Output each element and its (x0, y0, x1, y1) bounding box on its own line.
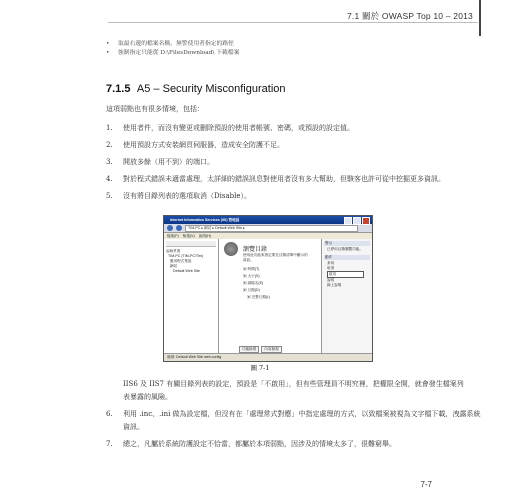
window-titlebar (164, 216, 372, 224)
list-text: 對於程式錯誤未適當處理，太詳細的錯誤訊息對使用者沒有多大幫助，但駭客也許可從中挖掘更多資訊。 (123, 175, 445, 183)
numbered-list (106, 122, 466, 207)
address-bar (164, 224, 372, 233)
tab-feature-view: 功能檢視 (239, 346, 259, 353)
feature-options (243, 266, 270, 301)
list-number: 7. (106, 440, 113, 448)
header-bar (479, 0, 481, 36)
header-rule (108, 22, 478, 23)
close-icon (362, 217, 370, 225)
tree-node: TIM-PC (TIM-PC\Tim) (168, 254, 203, 258)
action-cancel: 取消 (327, 266, 335, 270)
list-item (106, 190, 466, 203)
list-text: 總之，凡屬於系統防護設定不恰當，都屬於本項弱點，因涉及的情境太多了，很難窮舉。 (123, 440, 396, 448)
menu-view: 檢視(V) (182, 234, 195, 238)
forward-icon (176, 225, 182, 231)
view-tabs (239, 346, 282, 353)
iis-screenshot-figure (163, 215, 373, 362)
window-controls (344, 217, 370, 225)
back-icon (167, 225, 173, 231)
list-item (106, 173, 466, 186)
section-number: 7.1.5 (106, 83, 131, 95)
list-item (106, 408, 483, 434)
running-header: 7.1 關於 OWASP Top 10 – 2013 (346, 11, 473, 21)
bullet-item: • 取最右邊的檔案名稱，無警使用者指定的路徑 (106, 40, 239, 49)
maximize-icon (353, 217, 361, 225)
alert-text: 已停用目錄瀏覽功能。 (327, 247, 363, 251)
action-apply: 套用 (327, 261, 335, 265)
list-text: 使用預設方式安裝網頁伺服器，造成安全防護不足。 (123, 141, 284, 149)
directory-browsing-icon (224, 242, 238, 256)
list-text: 開放多餘（用不到）的端口。 (123, 158, 214, 166)
intro-text: 這項弱點也有很多情境，包括： (106, 105, 204, 113)
list-text: 沒有將目錄列表的選項取消（Disable）。 (123, 192, 251, 200)
list-number: 1. (106, 124, 113, 132)
option-checkbox: ▣ 完整日期(L) (247, 295, 270, 299)
section-title: A5 – Security Misconfiguration (136, 83, 286, 95)
actions-pane (321, 239, 372, 354)
bullet-list (106, 40, 239, 57)
list-item (106, 156, 466, 169)
menu-file: 檔案(F) (167, 234, 179, 238)
alerts-header: 警示 (324, 241, 370, 246)
tree-node: 網站 (170, 264, 178, 268)
minimize-icon (344, 217, 352, 225)
option-checkbox: ▣ 大小(S) (243, 274, 260, 278)
feature-title: 瀏覽目錄 (243, 247, 268, 253)
feature-description: 使用此功能來指定要在目錄清單中顯示的資訊。 (243, 253, 308, 262)
bullet-item: • 強制指定只能從 D:\FilesDownload\ 下載檔案 (106, 49, 239, 58)
body-paragraph: IIS6 及 IIS7 有關目錄列表的設定，預設是「不啟用」，但有些管理員不明究裡，把權限全開，就會發生檔案列表暴露的風險。 (123, 380, 464, 401)
page-number: 7-7 (420, 480, 432, 489)
tree-node: Default Web Site (173, 269, 200, 273)
list-number: 2. (106, 141, 113, 149)
section-heading (106, 83, 286, 95)
list-number: 4. (106, 175, 113, 183)
connections-pane (164, 239, 219, 354)
list-number: 3. (106, 158, 113, 166)
list-item (106, 139, 466, 152)
status-bar: 就緒: Default Web Site web.config (164, 353, 372, 361)
tab-content-view: 內容檢視 (261, 346, 281, 353)
list-text: 利用 .inc、.ini 做為設定檔，但沒有在「處理常式對應」中指定處理的方式，以致檔案被視為文字檔下載，洩露系統資訊。 (123, 410, 481, 431)
feature-pane (219, 239, 321, 354)
address-path: TIM-PC ▸ 網站 ▸ Default Web Site ▸ (185, 225, 358, 232)
option-checkbox: ▣ 副檔名(E) (243, 281, 263, 285)
action-enable: 啟用 (327, 271, 364, 278)
connections-toolbar (166, 241, 216, 247)
window-body (164, 239, 372, 354)
tree-node: 應用程式集區 (170, 259, 192, 263)
tree-node: 起始頁面 (166, 249, 181, 253)
list-number: 5. (106, 192, 113, 200)
window-title: Internet Information Services (IIS) 管理員 (170, 218, 240, 222)
list-number: 6. (106, 410, 113, 418)
option-checkbox: ▣ 日期(D) (243, 288, 260, 292)
actions-header: 動作 (324, 255, 370, 260)
figure-caption: 圖 7-1 (250, 364, 270, 372)
action-online-help: 線上說明 (327, 283, 342, 287)
list-text: 使用者件，而沒有變更或刪除預設的使用者帳號、密碼，或預設的設定值。 (123, 124, 354, 132)
option-checkbox: ▣ 時間(T) (243, 267, 259, 271)
menu-help: 說明(H) (198, 234, 211, 238)
action-help: 說明 (327, 278, 335, 282)
list-item (106, 122, 466, 135)
list-item (106, 438, 483, 451)
